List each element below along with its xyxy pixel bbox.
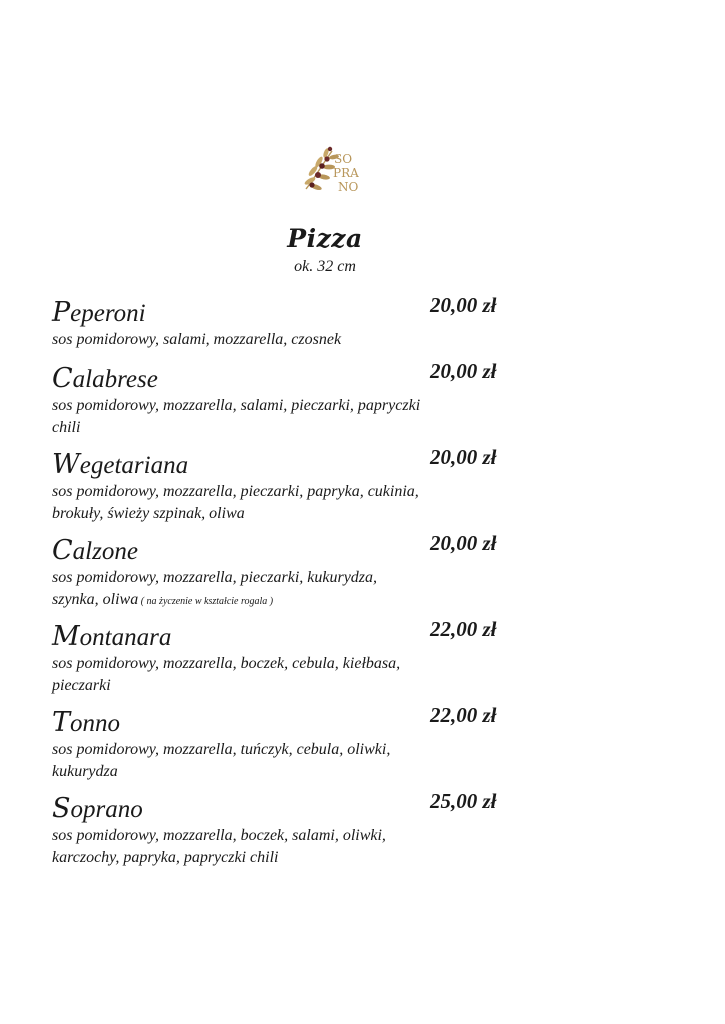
menu-item-name-rest: eperoni xyxy=(70,300,146,327)
menu-item-initial: C xyxy=(52,535,73,566)
menu-item-description xyxy=(52,653,422,697)
menu-item-description xyxy=(52,567,422,613)
logo-text-line1: SO xyxy=(334,152,353,166)
menu-item-description xyxy=(52,825,422,869)
logo-text-line2: PRA xyxy=(333,166,359,180)
menu-item-initial: C xyxy=(52,363,73,394)
menu-item-ingredients: sos pomidorowy, mozzarella, pieczarki, kukurydza, szynka, oliwa xyxy=(52,569,378,608)
menu-item-description xyxy=(52,395,422,439)
menu-item-name xyxy=(52,364,158,395)
menu-item-ingredients: sos pomidorowy, mozzarella, pieczarki, papryka, cukinia, brokuły, świeży szpinak, oliwa xyxy=(52,483,419,522)
menu-item-price: 20,00 zł xyxy=(430,293,497,317)
menu-item-description xyxy=(52,739,422,783)
menu-item-ingredients: sos pomidorowy, mozzarella, tuńczyk, cebula, oliwki, kukurydza xyxy=(52,741,391,780)
menu-item-initial: W xyxy=(52,449,80,480)
menu-item-name xyxy=(52,536,138,567)
menu-item-note: ( na życzenie w kształcie rogala ) xyxy=(138,596,274,607)
menu-item-name xyxy=(52,450,188,481)
menu-item-ingredients: sos pomidorowy, mozzarella, boczek, salami, oliwki, karczochy, papryka, papryczki chili xyxy=(52,827,386,866)
menu-item-name-rest: alzone xyxy=(72,538,138,565)
menu-item-name xyxy=(52,298,146,329)
menu-item-ingredients: sos pomidorowy, mozzarella, salami, pieczarki, papryczki chili xyxy=(52,397,421,436)
menu-item-name-rest: alabrese xyxy=(72,366,158,393)
menu-item-name-rest: onno xyxy=(70,710,121,737)
menu-item-name-rest: ontanara xyxy=(79,624,172,651)
menu-item-initial: M xyxy=(52,621,80,652)
menu-item-price: 22,00 zł xyxy=(430,617,497,641)
menu-item-price: 20,00 zł xyxy=(430,359,497,383)
menu-item-name xyxy=(52,708,120,739)
section-title: Pizza xyxy=(287,224,363,253)
logo-text-line3: NO xyxy=(338,180,359,194)
menu-item-price: 20,00 zł xyxy=(430,531,497,555)
menu-item-ingredients: sos pomidorowy, mozzarella, boczek, cebula, kiełbasa, pieczarki xyxy=(52,655,401,694)
menu-item-description xyxy=(52,481,422,525)
menu-item-initial: P xyxy=(52,297,71,328)
menu-item-price: 22,00 zł xyxy=(430,703,497,727)
soprano-logo xyxy=(300,145,370,199)
section-subtitle: ok. 32 cm xyxy=(294,258,356,275)
menu-item-price: 25,00 zł xyxy=(430,789,497,813)
menu-item-price: 20,00 zł xyxy=(430,445,497,469)
olive-branch-logo-icon xyxy=(300,145,370,199)
menu-item-name-rest: oprano xyxy=(70,796,143,823)
menu-item-initial: S xyxy=(52,793,71,824)
menu-item-description xyxy=(52,329,422,351)
menu-item-initial: T xyxy=(52,707,71,738)
menu-item-name xyxy=(52,794,143,825)
menu-item-ingredients: sos pomidorowy, salami, mozzarella, czosnek xyxy=(52,331,342,348)
menu-item-name-rest: egetariana xyxy=(79,452,189,479)
menu-item-name xyxy=(52,622,171,653)
